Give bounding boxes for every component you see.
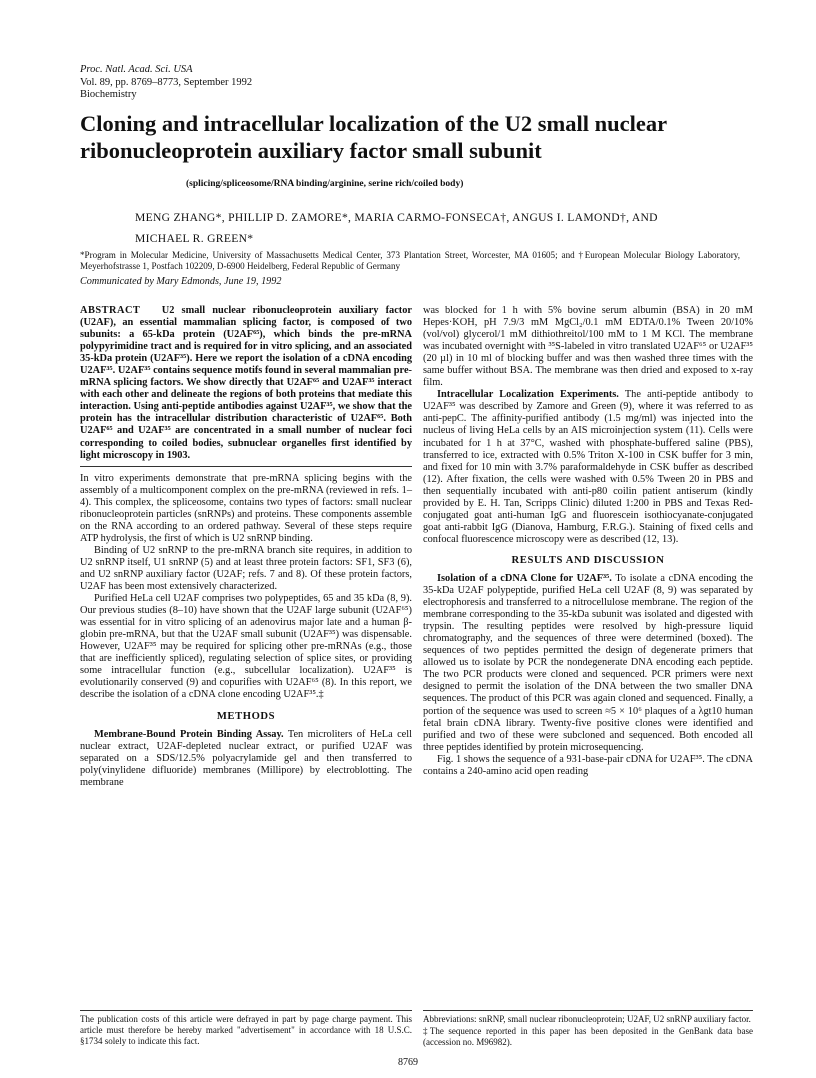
communicated-by: Communicated by Mary Edmonds, June 19, 1992: [80, 276, 282, 287]
keywords: (splicing/spliceosome/RNA binding/arginine, serine rich/coiled body): [186, 179, 464, 189]
localization-text: The anti-peptide antibody to U2AF³⁵ was described by Zamore and Green (9), where it was referred to as anti-pepC. The affinity-purified antibody (1.5 mg/ml) was injected into the nucleus of living HeLa cells by an AIS microinjection system (11). Cells were incubated for 1 h at 37°C, washed with phosphate-buffered saline (PBS), transferred to ice, extracted with 0.5% Triton X-100 in CSK buffer for 3 min, and fixed for 10 min with 3.7% paraformaldehyde in CSK buffer as described (12). After fixation, the cells were washed with 0.5% Tween 20 in PBS and then sequentially incubated with anti-p80 coilin patient antiserum (kindly provided by E. H. Tan, Scripps Clinic) diluted 1:200 in PBS and Texas Red-conjugated goat anti-human IgG and fluorescein isothiocyanate-conjugated goat anti-rabbit IgG (Dianova, Hamburg, F.R.G.). Staining of fixed cells and confocal fluorescence microscopy were as described (12, 13).: [423, 389, 754, 545]
methods-heading: METHODS: [216, 710, 276, 722]
abstract-text: U2 small nuclear ribonucleoprotein auxiliary factor (U2AF), an essential mammalian splicing factor, is composed of two subunits: a 65-kDa protein (U2AF⁶⁵), which binds the pre-mRNA polypyrimidine tract and is required for in vitro splicing, and an associated 35-kDa protein (U2AF³⁵). Here we report the isolation of a cDNA encoding U2AF³⁵. U2AF³⁵ contains sequence motifs found in several mammalian pre-mRNA splicing factors. We show directly that U2AF⁶⁵ and U2AF³⁵ interact with each other and delineate the regions of both proteins that mediate this interaction. Using anti-peptide antibodies against U2AF³⁵, we show that the protein has the intracellular distribution characteristic of U2AF⁶⁵. Both U2AF⁶⁵ and U2AF³⁵ are concentrated in a small number of nuclear foci corresponding to coiled bodies, subnuclear organelles first identified by light microscopy in 1903.: [80, 305, 412, 461]
abstract: [80, 305, 412, 462]
binding-assay-title: Membrane-Bound Protein Binding Assay.: [94, 728, 284, 740]
localization-title: Intracellular Localization Experiments.: [437, 389, 619, 401]
methods-binding-paragraph: [80, 729, 412, 789]
isolation-paragraph: [423, 573, 753, 754]
genbank-footnote: ‡The sequence reported in this paper has been deposited in the GenBank data base (accession no. M96982).: [423, 1025, 753, 1047]
journal-section: Biochemistry: [80, 89, 137, 100]
intro-paragraph-1: In vitro experiments demonstrate that pre-mRNA splicing begins with the assembly of a multicomponent complex on the pre-mRNA (reviewed in refs. 1–4). This complex, the spliceosome, contains two types of factors: small nuclear ribonucleoprotein particles (snRNPs) and proteins. These components assemble on the RNA according to an ordered pathway. Several of these steps require ATP hydrolysis, the first of which is U2 snRNP binding.: [80, 472, 412, 544]
isolation-title: Isolation of a cDNA Clone for U2AF³⁵.: [437, 572, 612, 584]
binding-assay-text: Ten microliters of HeLa cell nuclear extract, U2AF-depleted nuclear extract, or purified U2AF was separated on a SDS/12.5% polyacrylamide gel and then transferred to poly(vinylidene difluoride) membranes (Millipore) by electroblotting. The membrane: [80, 728, 412, 788]
abstract-label: ABSTRACT: [80, 305, 141, 316]
results-heading: RESULTS AND DISCUSSION: [511, 554, 665, 566]
affiliations: *Program in Molecular Medicine, University of Massachusetts Medical Center, 373 Plantation Street, Worcester, MA 01605; and †European Molecular Biology Laboratory, Meyerhofstrasse 1, Postfach 102209, D-6900 Heidelberg, Federal Republic of Germany: [80, 250, 740, 271]
author-list: MENG ZHANG*, PHILLIP D. ZAMORE*, MARIA CARMO-FONSECA†, ANGUS I. LAMOND†, AND MICHAEL R. GREEN*: [135, 211, 658, 245]
article-title: Cloning and intracellular localization of the U2 small nuclear ribonucleoprotein auxiliary factor small subunit: [80, 111, 667, 163]
journal-volume: Vol. 89, pp. 8769–8773, September 1992: [80, 76, 253, 88]
journal-header: [80, 64, 252, 102]
abstract-divider: [80, 466, 412, 467]
page-number: 8769: [398, 1057, 418, 1068]
left-column: [80, 305, 412, 789]
intro-paragraph-2: Binding of U2 snRNP to the pre-mRNA branch site requires, in addition to U2 snRNP itself, U1 snRNP (5) and at least three protein factors: SF1, SF3 (6), and U2 snRNP auxiliary factor (U2AF; refs. 7 and 8). Of these protein factors, U2AF has been most extensively characterized.: [80, 544, 412, 593]
intro-paragraph-3: Purified HeLa cell U2AF comprises two polypeptides, 65 and 35 kDa (8, 9). Our previous studies (8–10) have shown that the U2AF large subunit (U2AF⁶⁵) was essential for in vitro splicing of an adenovirus major late and a human β-globin pre-mRNA, but that the U2AF small subunit (U2AF³⁵) was dispensable. However, U2AF³⁵ may be required for splicing other pre-mRNAs (e.g., those that are inefficiently spliced), regulating selection of splice sites, or providing some intracellular function (e.g., subcellular localization). U2AF³⁵ is evolutionarily conserved (9) and copurifies with U2AF⁶⁵ (8). In this report, we describe the isolation of a cDNA clone encoding U2AF³⁵.‡: [80, 593, 412, 701]
publication-cost-note: The publication costs of this article were defrayed in part by page charge payment. This article must therefore be hereby marked "advertisement" in accordance with 18 U.S.C. §1734 solely to indicate this fact.: [80, 1010, 412, 1046]
isolation-text: To isolate a cDNA encoding the 35-kDa U2AF polypeptide, purified HeLa cell U2AF (8, 9) was separated by electrophoresis and transferred to a nitrocellulose membrane. The region of the membrane corresponding to the 35-kDa subunit was isolated and digested with trypsin. The resulting peptides were resolved by high-pressure liquid chromatography, and the sequences of three were determined (boxed). The sequences of two peptides permitted the design of degenerate primers that allowed us to isolate by PCR the nondegenerate DNA encoding each peptide. The two PCR products were cloned and sequenced. PCR primers were next designed to permit the isolation of the DNA between the two smaller DNA sequences. The product of this PCR was again cloned and sequenced. Finally, a portion of the sequence was used to screen ≈5 × 10⁶ plaques of a λgt10 human fetal brain cDNA library. Twenty-five positive clones were identified and purified and two of these were subcloned and sequenced. Both encoded all three peptides identified by protein microsequencing.: [423, 572, 753, 753]
localization-paragraph: [423, 389, 753, 546]
footnotes: [423, 1010, 753, 1048]
fig1-paragraph: Fig. 1 shows the sequence of a 931-base-pair cDNA for U2AF³⁵. The cDNA contains a 240-amino acid open reading: [423, 753, 753, 777]
journal-name: Proc. Natl. Acad. Sci. USA: [80, 64, 193, 75]
right-column: [423, 305, 753, 778]
abbreviations-footnote: Abbreviations: snRNP, small nuclear ribonucleoprotein; U2AF, U2 snRNP auxiliary factor.: [423, 1014, 751, 1024]
binding-assay-continued: was blocked for 1 h with 5% bovine serum albumin (BSA) in 20 mM Hepes·KOH, pH 7.9/3 mM MgCl₂/0.1 mM EDTA/0.1% Tween 20/10% (vol/vol) glycerol/1 mM dithiothreitol/100 mM to 1 M KCl. The membrane was incubated overnight with ³⁵S-labeled in vitro translated U2AF⁶⁵ or U2AF³⁵ (20 µl) in 10 ml of blocking buffer and was then washed three times with the same buffer without BSA. The membrane was then dried and exposed to x-ray film.: [423, 305, 753, 389]
